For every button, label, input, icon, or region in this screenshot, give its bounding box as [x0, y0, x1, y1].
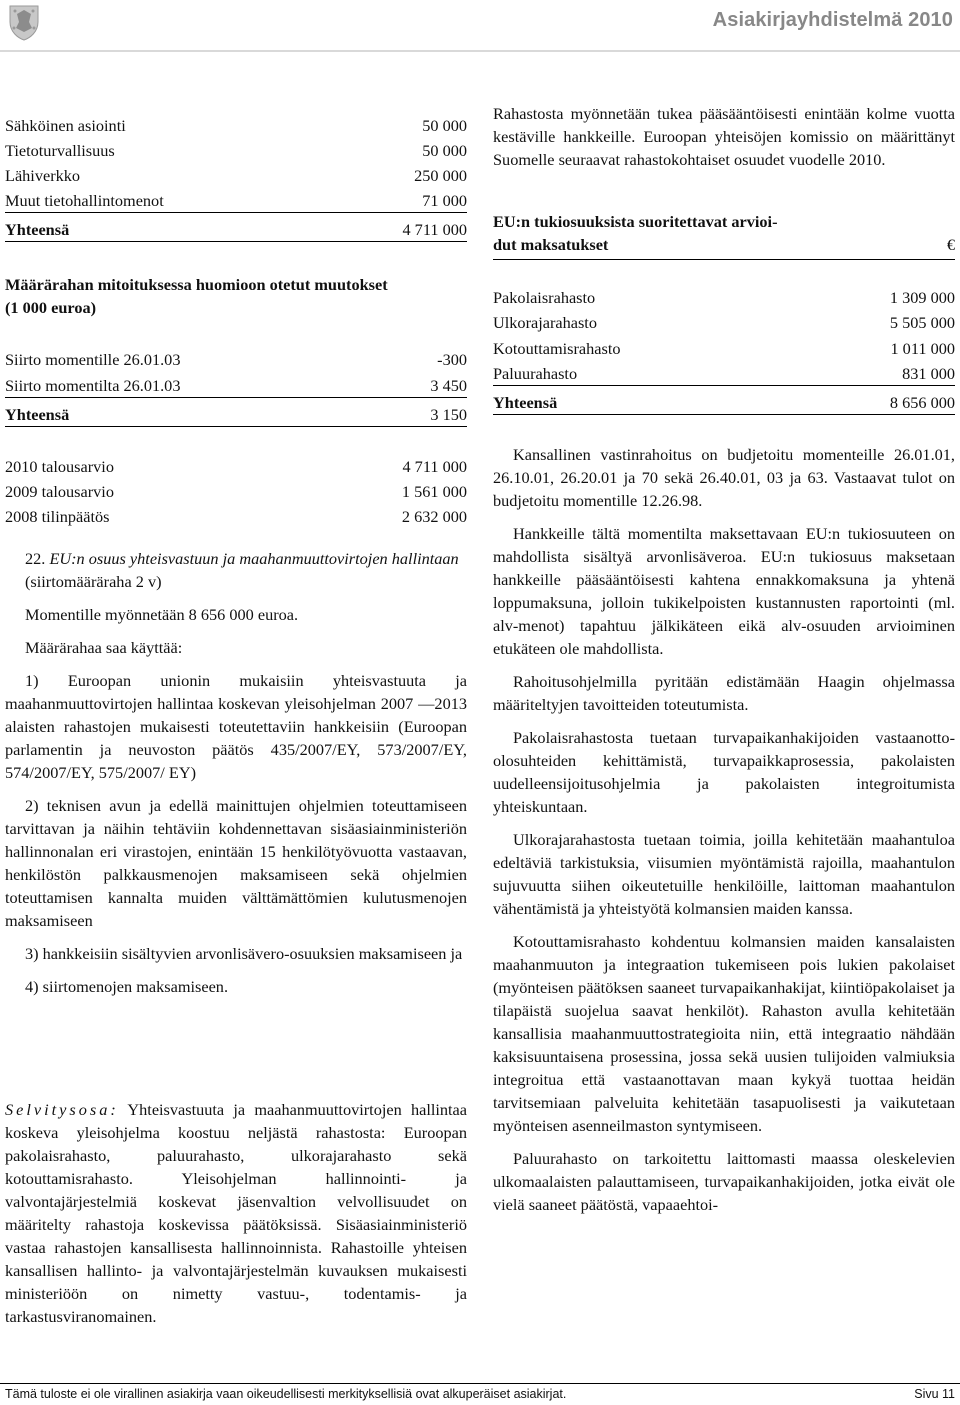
table-row — [493, 286, 955, 309]
currency-label: € — [946, 235, 955, 254]
row-label: Sähköinen asiointi — [5, 116, 126, 135]
table-rule — [493, 385, 955, 386]
row-label: Siirto momentille 26.01.03 — [5, 350, 181, 369]
paragraph: Hankkeille tältä momentilta maksettavaan EU:n tukiosuuteen on mahdollista sisältyä arvonlisäveroa. EU:n tukiosuus maksetaan hankkeille pääsääntöisesti kahtena ennakkomaksuna ja yhtenä loppumaksuna, jolloin tukikelpoisten kustannusten raportointi (ml. alv-menot) tapahtuu jälkikäteen eikä alv-osuuden arvioiminen etukäteen ole mahdollista. — [493, 524, 955, 658]
footer-divider — [0, 1383, 960, 1384]
document-title: Asiakirjayhdistelmä 2010 — [712, 9, 953, 31]
row-label: Pakolaisrahasto — [493, 288, 596, 307]
explanation-text: Yhteisvastuuta ja maahanmuuttovirtojen hallintaa koskeva yleisohjelma koostuu neljästä rahastosta: Euroopan pakolaisrahasto, paluurahasto, ulkorajarahasto sekä kotouttamisrahasto. Yleisohjelman hallinnointi- ja valvontajärjestelmiä koskevat jäsenvaltion velvollisuudet on määritelty rahastoja koskevissa päätöksissä. Sisäasiainministeriö vastaa rahastojen kansallisesta hallinnoinnista. Rahastoille yhteisen kansallisen hallinto- ja valvontajärjestelmän kuvauksen mukaisesti ministeriöön on nimetty vastuu-, todentamis- ja tarkastusviranomainen. — [5, 1100, 468, 1326]
granted-text: Momentille myönnetään 8 656 000 euroa. — [25, 605, 299, 624]
row-label: Ulkorajarahasto — [493, 313, 597, 332]
table-rule — [5, 212, 467, 213]
table-row — [5, 139, 467, 162]
table-row — [493, 311, 955, 334]
table-rule — [5, 426, 467, 427]
section-heading — [5, 547, 467, 593]
table-row — [5, 455, 467, 478]
list-item: 4) siirtomenojen maksamiseen. — [25, 977, 229, 996]
row-value: 1 011 000 — [890, 339, 955, 358]
paragraph: Pakolaisrahastosta tuetaan turvapaikanhakijoiden vastaanotto-olosuhteiden kehittämistä, turvapaikkaprosessia, pakolaisten uudelleensijoitusohjelmia ja pakolaisten integroitumista yhteiskuntaan. — [493, 728, 955, 816]
row-value: 250 000 — [414, 166, 467, 185]
table-row — [5, 505, 467, 528]
row-value: 1 561 000 — [401, 482, 467, 501]
row-value: 831 000 — [902, 364, 955, 383]
footer-note: Tämä tuloste ei ole virallinen asiakirja vaan oikeudellisesti merkityksellisiä ovat alkuperäiset asiakirjat. — [5, 1387, 567, 1401]
intro-text: Rahastosta myönnetään tukea pääsääntöisesti enintään kolme vuotta kestäville hankkeille. Euroopan yhteisöjen komissio on määrittänyt Suomelle seuraavat rahastokohtaiset osuudet vuodelle 2010. — [493, 104, 955, 169]
row-value: 5 505 000 — [889, 313, 955, 332]
table-rule — [493, 259, 955, 260]
row-value: 4 711 000 — [402, 457, 467, 476]
table-rule — [5, 241, 467, 242]
table-total-row — [5, 218, 467, 241]
row-label: Paluurahasto — [493, 364, 578, 383]
row-value: 1 309 000 — [889, 288, 955, 307]
body-text — [493, 443, 955, 1226]
total-value: 8 656 000 — [889, 393, 955, 412]
usage-intro: Määrärahaa saa käyttää: — [25, 638, 183, 657]
row-value: 50 000 — [422, 116, 467, 135]
header-divider — [0, 50, 960, 52]
table-total-row — [493, 391, 955, 414]
table-row — [5, 114, 467, 137]
row-value: 2 632 000 — [401, 507, 467, 526]
table-row — [493, 337, 955, 360]
table-row — [5, 348, 467, 371]
page-header — [0, 0, 960, 50]
row-label: 2010 talousarvio — [5, 457, 114, 476]
row-value: 3 450 — [430, 376, 467, 395]
changes-heading-unit: (1 000 euroa) — [5, 298, 97, 317]
table-rule — [5, 397, 467, 398]
changes-heading-line: Määrärahan mitoituksessa huomioon otetut muutokset — [5, 275, 388, 294]
table-rule — [493, 414, 955, 415]
row-label: 2008 tilinpäätös — [5, 507, 110, 526]
changes-heading — [5, 273, 467, 319]
row-value: 71 000 — [422, 191, 467, 210]
row-label: 2009 talousarvio — [5, 482, 114, 501]
fund-heading-line: dut maksatukset — [493, 235, 609, 254]
paragraph: Ulkorajarahastosta tuetaan toimia, joilla kehitetään maahantuloa edeltäviä tarkistuksia, viisumien myöntämistä rajoilla, maahantulon sujuvuutta siihen oikeutetuille henkilöille, laittoman maahantulon vähentämistä ja yhteistyötä kolmansien maiden kanssa. — [493, 830, 955, 918]
table-row — [5, 480, 467, 503]
page-number: Sivu 11 — [914, 1387, 955, 1401]
section-type: (siirtomääräraha 2 v) — [25, 572, 162, 591]
total-label: Yhteensä — [5, 220, 70, 239]
explanation — [5, 1098, 467, 1328]
paragraph: Kotouttamisrahasto kohdentuu kolmansien maiden kansalaisten maahanmuuton ja integraation tukemiseen pois lukien pakolaiset (myönteisen päätöksen saaneet turvapaikanhakijat, kiintiöpakolaiset ja tilapäistä suojelua saavat henkilöt). Rahaston avulla kehitetään kansallisia maahanmuuttostrategioita niin, että integraatio nähdään kaksisuuntaisena prosessina, jossa sekä uusien tulijoiden valmiuksia integroitua että vastaanottavan maan kykyä tuottaa heidän tarvitsemiaan palveluita kehitetään tasapuolisesti ja vaikutetaan myönteisen asenneilmaston syntymiseen. — [493, 932, 955, 1135]
table-row — [5, 164, 467, 187]
total-label: Yhteensä — [5, 405, 70, 424]
total-label: Yhteensä — [493, 393, 558, 412]
row-label: Kotouttamisrahasto — [493, 339, 621, 358]
paragraph: Kansallinen vastinrahoitus on budjetoitu momenteille 26.01.01, 26.10.01, 26.20.01 ja 70 sekä 26.40.01, 03 ja 63. Vastaavat tulot on budjetoitu momentille 12.26.98. — [493, 445, 955, 510]
table-total-row — [5, 403, 467, 426]
table-row — [5, 374, 467, 397]
row-value: -300 — [437, 350, 467, 369]
list-item: 2) teknisen avun ja edellä mainittujen ohjelmien toteuttamiseen tarvittavan ja näihin tehtäviin kohdennettavan sisäasiainministeriön hallinnonalan eri virastojen, enintään 15 henkilötyövuotta vastaavan, henkilöstön palkkausmenojen maksamiseen sekä ohjelmien toteuttamisen kannalta muiden välttämättömien kulutusmenojen maksamiseen — [5, 796, 467, 930]
list-item: 1) Euroopan unionin mukaisiin yhteisvastuuta ja maahanmuuttovirtojen hallintaa koskevan yleisohjelman 2007 —2013 alaisten rahastojen mukaisesti toteutettaviin hankkeisiin (Euroopan parlamentin ja neuvoston päätös 435/2007/EY, 573/2007/EY, 574/2007/EY, 575/2007/ EY) — [5, 671, 467, 782]
row-label: Lähiverkko — [5, 166, 81, 185]
section-title: EU:n osuus yhteisvastuun ja maahanmuuttovirtojen hallintaan — [49, 549, 459, 568]
row-label: Siirto momentilta 26.01.03 — [5, 376, 181, 395]
total-value: 3 150 — [430, 405, 467, 424]
total-value: 4 711 000 — [402, 220, 467, 239]
table-row — [5, 189, 467, 212]
row-label: Tietoturvallisuus — [5, 141, 115, 160]
coat-of-arms-icon — [4, 2, 44, 42]
table-row — [493, 362, 955, 385]
list-item: 3) hankkeisiin sisältyvien arvonlisävero-osuuksien maksamiseen ja — [25, 944, 463, 963]
explanation-label: Selvitysosa: — [5, 1100, 119, 1119]
row-label: Muut tietohallintomenot — [5, 191, 164, 210]
row-value: 50 000 — [422, 141, 467, 160]
paragraph: Rahoitusohjelmilla pyritään edistämään Haagin ohjelmassa määriteltyjen tavoitteiden toteutumista. — [493, 672, 955, 714]
section-number: 22. — [25, 549, 46, 568]
usage-list — [5, 669, 467, 1008]
paragraph: Paluurahasto on tarkoitettu laittomasti maassa oleskelevien ulkomaalaisten palauttamiseen, turvapaikanhakijoiden, jotka eivät ole vielä saaneet päätöstä, vapaaehtoi- — [493, 1149, 955, 1214]
fund-heading-line: EU:n tukiosuuksista suoritettavat arvioi- — [493, 212, 778, 231]
